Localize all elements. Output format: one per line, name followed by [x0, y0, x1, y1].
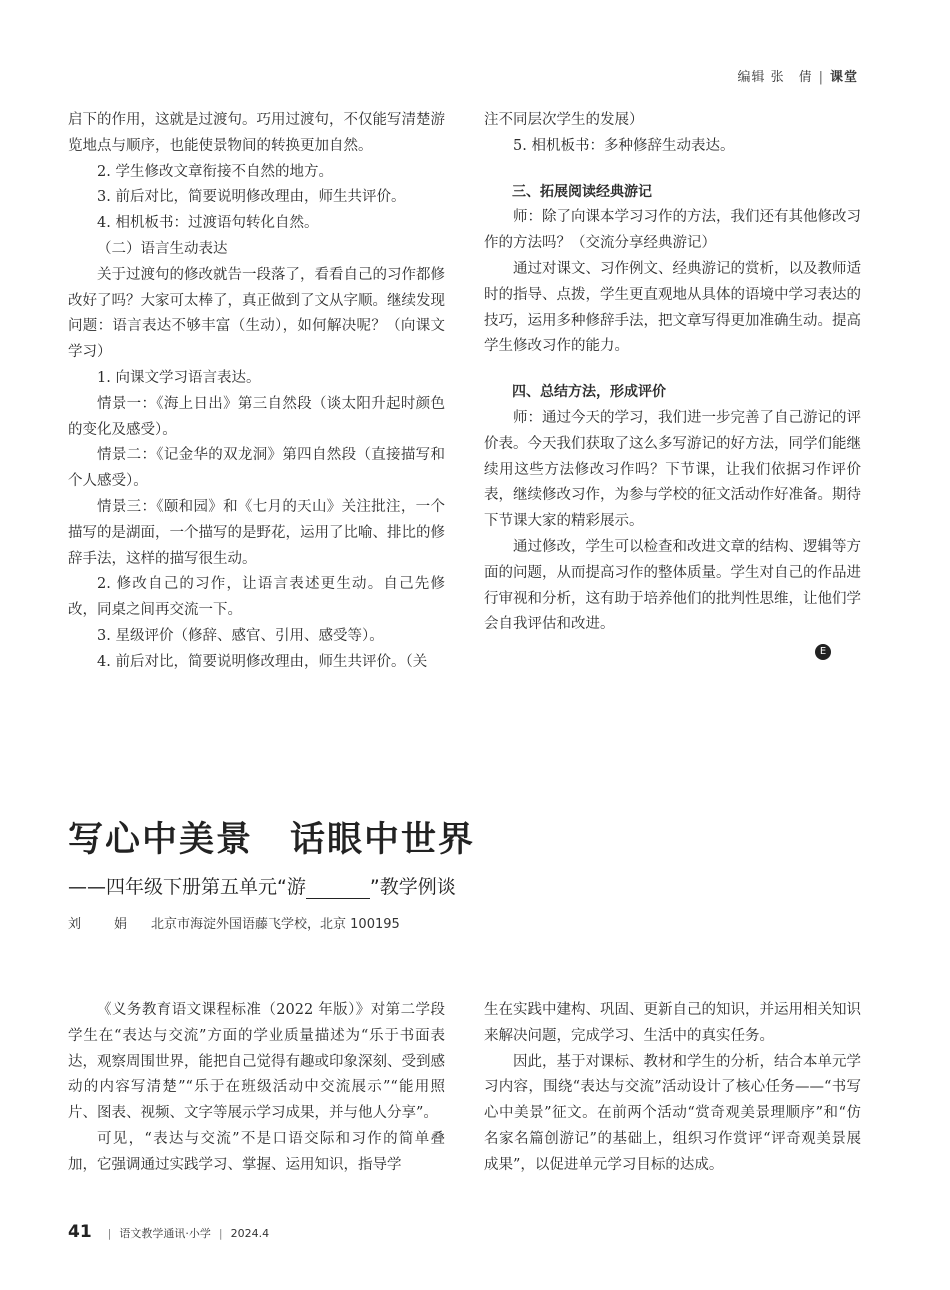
subtitle-blank — [306, 880, 370, 899]
paragraph: 1. 向课文学习语言表达。 — [97, 369, 261, 386]
paragraph: 通过修改，学生可以检查和改进文章的结构、逻辑等方面的问题，从而提高习作的整体质量。学生对自己的作品进行审视和分析，这有助于培养他们的批判性思维，让他们学会自我评估和改进。 — [484, 538, 861, 633]
issue-number: 2024.4 — [230, 1227, 270, 1240]
paragraph: 师：通过今天的学习，我们进一步完善了自己游记的评价表。今天我们获取了这么多写游记的好方法，同学们能继续用这些方法修改习作吗？下节课，让我们依据习作评价表，继续修改习作，为参与学校的征文活动作好准备。期待下节课大家的精彩展示。 — [484, 409, 861, 530]
author-name: 刘 娟 — [68, 917, 138, 932]
paragraph: 5. 相机板书：多种修辞生动表达。 — [513, 137, 735, 154]
journal-name: 语文教学通讯·小学 — [119, 1227, 211, 1240]
page-footer: 41 | 语文教学通讯·小学 | 2024.4 — [68, 1222, 270, 1242]
paragraph: 师：除了向课本学习习作的方法，我们还有其他修改习作的方法吗？（交流分享经典游记） — [484, 209, 861, 252]
page-number: 41 — [68, 1222, 92, 1242]
article-title: 写心中美景 话眼中世界 — [68, 819, 476, 860]
paragraph: 《义务教育语文课程标准（2022 年版）》对第二学段学生在“表达与交流”方面的学业质量描述为“乐于书面表达，观察周围世界，能把自己觉得有趣或印象深刻、受到感动的内容写清楚”“乐于在班级活动中交流展示”“能用照片、图表、视频、文字等展示学习成果，并与他人分享”。 — [68, 1002, 445, 1122]
paragraph: 情景二：《记金华的双龙洞》第四自然段（直接描写和个人感受）。 — [68, 447, 445, 490]
subtitle-part-2: ”教学例谈 — [369, 876, 456, 898]
bottom-right-column — [484, 998, 861, 1179]
running-header: 编辑 张 倩 | 课堂 — [737, 70, 858, 85]
section-heading: 四、总结方法，形成评价 — [512, 384, 666, 401]
header-editor: 编辑 张 倩 — [737, 70, 813, 85]
paragraph: 启下的作用，这就是过渡句。巧用过渡句，不仅能写清楚游览地点与顺序，也能使景物间的转换更加自然。 — [68, 112, 445, 154]
paragraph: 关于过渡句的修改就告一段落了，看看自己的习作都修改好了吗？大家可太棒了，真正做到了文从字顺。继续发现问题：语言表达不够丰富（生动），如何解决呢？（向课文学习） — [68, 266, 445, 361]
paragraph: 生在实践中建构、巩固、更新自己的知识，并运用相关知识来解决问题，完成学习、生活中的真实任务。 — [484, 1002, 861, 1044]
author-line — [68, 913, 400, 932]
paragraph: 因此，基于对课标、教材和学生的分析，结合本单元学习内容，围绕“表达与交流”活动设计了核心任务——“书写心中美景”征文。在前两个活动“赏奇观美景理顺序”和“仿名家名篇创游记”的基础上，组织习作赏评“评奇观美景展成果”，以促进单元学习目标的达成。 — [484, 1053, 861, 1173]
paragraph: 情景三：《颐和园》和《七月的天山》关注批注，一个描写的是湖面，一个描写的是野花，运用了比喻、排比的修辞手法，这样的描写很生动。 — [68, 498, 445, 567]
paragraph: 3. 前后对比，简要说明修改理由，师生共评价。 — [97, 189, 406, 206]
header-section: 课堂 — [829, 70, 858, 85]
paragraph: 情景一：《海上日出》第三自然段（谈太阳升起时颜色的变化及感受）。 — [68, 395, 445, 438]
article-subtitle — [68, 872, 456, 899]
section-heading: 三、拓展阅读经典游记 — [512, 183, 652, 200]
paragraph: （二）语言生动表达 — [97, 240, 228, 257]
paragraph: 3. 星级评价（修辞、感官、引用、感受等）。 — [97, 627, 384, 644]
paragraph: 注不同层次学生的发展） — [484, 112, 644, 128]
paragraph: 4. 前后对比，简要说明修改理由，师生共评价。（关 — [97, 653, 428, 670]
author-affiliation: 北京市海淀外国语藤飞学校，北京 100195 — [151, 917, 400, 932]
paragraph: 4. 相机板书：过渡语句转化自然。 — [97, 215, 319, 232]
subtitle-part-1: ——四年级下册第五单元“游 — [68, 876, 306, 898]
paragraph: 可见，“表达与交流”不是口语交际和习作的简单叠加，它强调通过实践学习、掌握、运用知识，指导学 — [68, 1130, 445, 1173]
top-left-column — [68, 108, 445, 676]
paragraph: 通过对课文、习作例文、经典游记的赏析，以及教师适时的指导、点拨，学生更直观地从具体的语境中学习表达的技巧，运用多种修辞手法，把文章写得更加准确生动。提高学生修改习作的能力。 — [484, 260, 861, 355]
end-mark-icon: E — [815, 644, 831, 660]
bottom-left-column — [68, 998, 445, 1179]
paragraph: 2. 学生修改文章衔接不自然的地方。 — [97, 163, 333, 180]
top-right-column — [484, 108, 861, 638]
paragraph: 2. 修改自己的习作，让语言表述更生动。自己先修改，同桌之间再交流一下。 — [68, 576, 445, 619]
